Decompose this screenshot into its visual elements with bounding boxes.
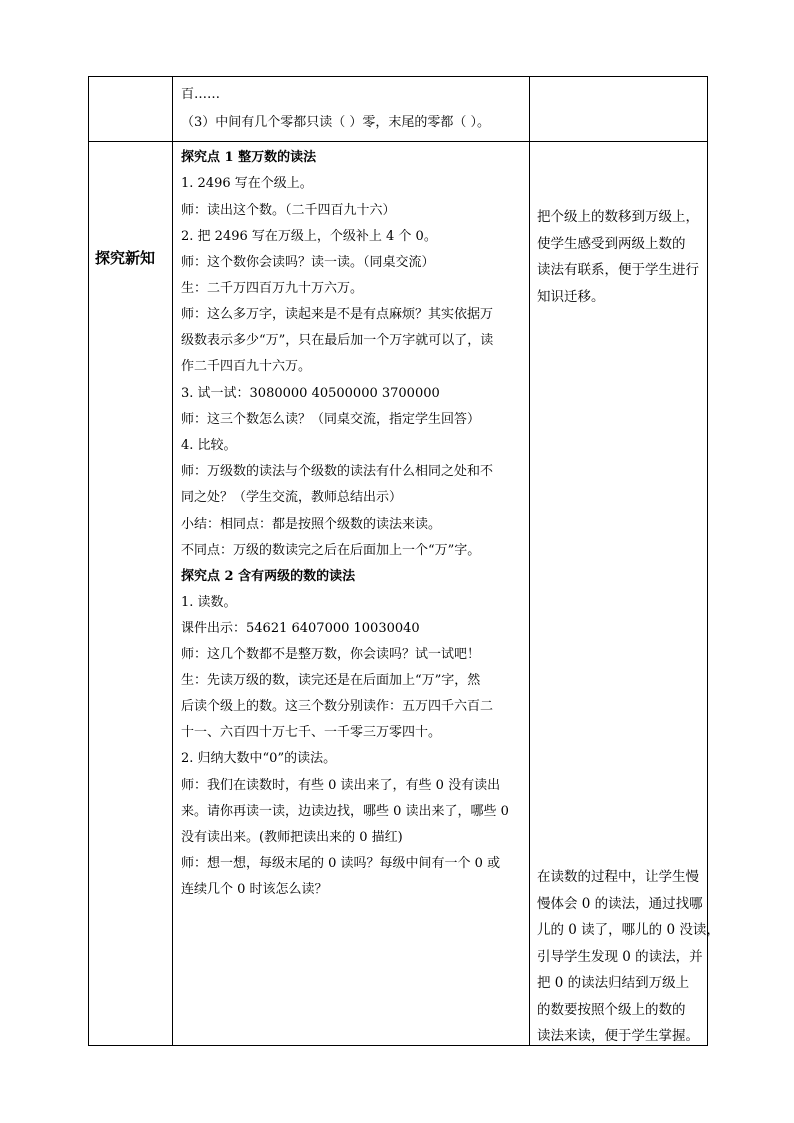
main-content	[173, 142, 527, 1046]
text-line: 师：我们在读数时，有些 0 读出来了，有些 0 没有读出	[181, 778, 501, 793]
note-line: 慢体会 0 的读法，通过找哪	[537, 895, 703, 912]
text-line: 来。请你再读一读，边读边找，哪些 0 读出来了，哪些 0	[181, 804, 509, 819]
text-line: 师：这个数你会读吗？读一读。（同桌交流）	[181, 255, 435, 270]
text-line: 4. 比较。	[181, 438, 237, 453]
text-line: 3. 试一试：3080000 40500000 3700000	[181, 386, 440, 401]
text-line: 2. 把 2496 写在万级上，个级补上 4 个 0。	[181, 229, 437, 244]
text-line: 十一、六百四十万七千、一千零三万零四十。	[181, 725, 442, 740]
note-line: 知识迁移。	[537, 288, 605, 305]
text-line: 同之处？（学生交流，教师总结出示）	[181, 490, 403, 505]
section-label-cell	[89, 142, 172, 1046]
note-line: 的数要按照个级上的数的	[537, 1001, 686, 1018]
top-row-content	[173, 77, 527, 141]
text-line: 级数表示多少“万”，只在最后加一个万字就可以了，读	[181, 333, 494, 348]
text-line: 师：读出这个数。（二千四百九十六）	[181, 203, 396, 218]
text-line: 师：想一想，每级末尾的 0 读吗？每级中间有一个 0 或	[181, 856, 501, 871]
lesson-table	[88, 76, 720, 1046]
text-line: 后读个级上的数。这三个数分别读作：五万四千六百二	[181, 699, 494, 714]
teaching-notes	[530, 142, 720, 1046]
text-line: 不同点：万级的数读完之后在后面加上一个“万”字。	[181, 543, 481, 558]
text-line: 师：这三个数怎么读？（同桌交流，指定学生回答）	[181, 412, 481, 427]
note-line: 使学生感受到两级上数的	[537, 235, 686, 252]
text-line: 1. 读数。	[181, 595, 237, 610]
text-line: 生：二千万四百万九十万六万。	[181, 281, 364, 296]
text-line: 百……	[181, 87, 221, 102]
text-line: 1. 2496 写在个级上。	[181, 176, 313, 191]
text-line: 师：这么多万字，读起来是不是有点麻烦？其实依据万	[181, 307, 494, 322]
note-line: 把 0 的读法归结到万级上	[537, 975, 690, 991]
text-line: 作二千四百九十六万。	[181, 359, 312, 374]
text-line: 生：先读万级的数，读完还是在后面加上“万”字，然	[181, 673, 481, 688]
note-line: 引导学生发现 0 的读法，并	[537, 948, 703, 965]
text-line: 2. 归纳大数中“0”的读法。	[181, 751, 337, 766]
text-line: 没有读出来。(教师把读出来的 0 描红)	[181, 830, 403, 845]
text-line: 小结：相同点：都是按照个级数的读法来读。	[181, 517, 442, 532]
text-line: 师：万级数的读法与个级数的读法有什么相同之处和不	[181, 464, 494, 479]
section-heading: 探究点 1 整万数的读法	[181, 150, 317, 165]
section-label: 探究新知	[95, 249, 156, 267]
note-line: 读法来读，便于学生掌握。	[537, 1028, 699, 1044]
note-line: 儿的 0 读了，哪儿的 0 没读，	[537, 922, 720, 938]
section-heading: 探究点 2 含有两级的数的读法	[181, 569, 356, 584]
text-line: 师：这几个数都不是整万数，你会读吗？试一试吧！	[181, 647, 481, 662]
text-line: （3）中间有几个零都只读（ ）零，末尾的零都（ ）。	[181, 115, 491, 130]
note-line: 在读数的过程中，让学生慢	[537, 869, 699, 885]
note-line: 读法有联系，便于学生进行	[537, 262, 699, 278]
text-line: 课件出示：54621 6407000 10030040	[181, 621, 420, 636]
text-line: 连续几个 0 时该怎么读？	[181, 882, 328, 897]
note-line: 把个级上的数移到万级上，	[537, 209, 699, 225]
